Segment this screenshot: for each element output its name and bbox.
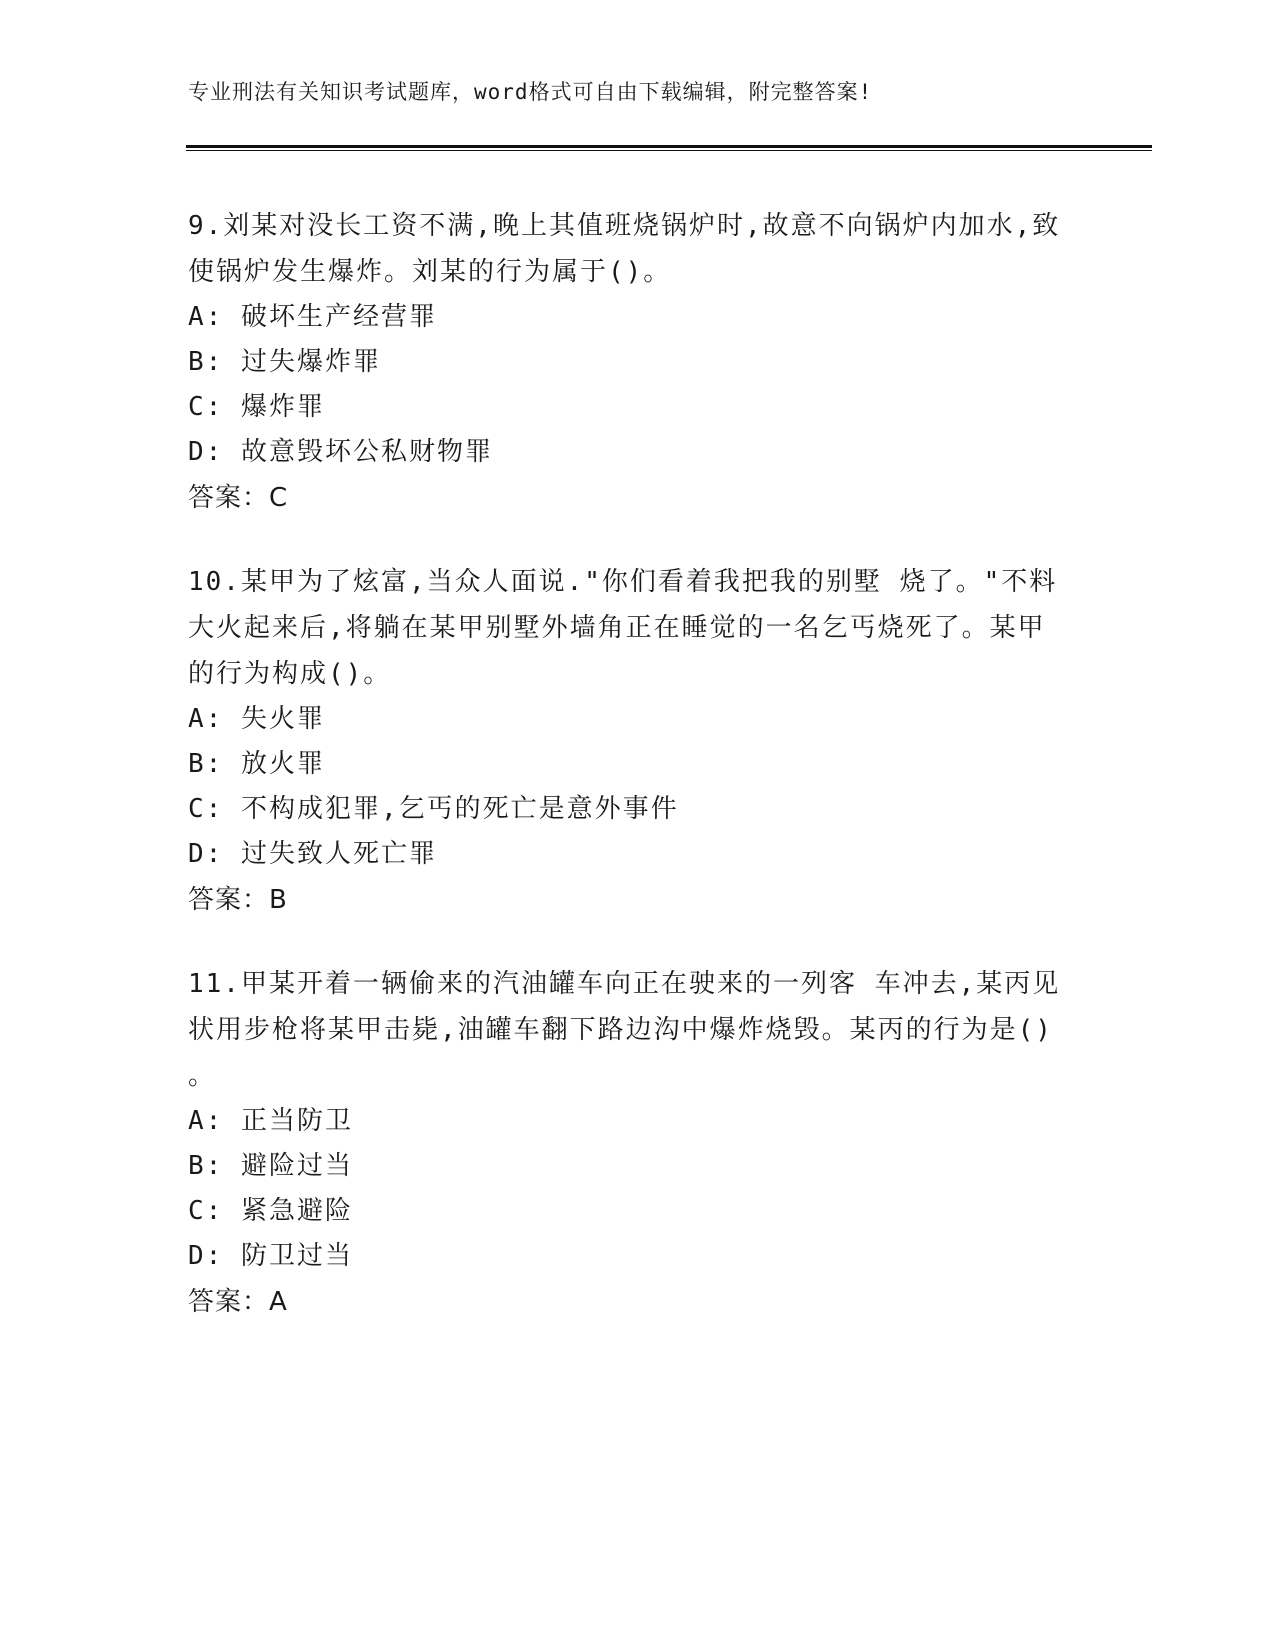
option-a: A: 失火罪 — [188, 704, 325, 734]
stem-line: 大火起来后,将躺在某甲别墅外墙角正在睡觉的一名乞丐烧死了。某甲 — [188, 613, 1046, 643]
option-c: C: 爆炸罪 — [188, 392, 325, 422]
option-b: B: 过失爆炸罪 — [188, 347, 381, 377]
answer: 答案：B — [188, 885, 288, 915]
option-a: A: 破坏生产经营罪 — [188, 302, 437, 332]
question-10 — [188, 559, 1088, 923]
option-d: D: 防卫过当 — [188, 1241, 353, 1271]
answer: 答案：C — [188, 483, 289, 513]
document-header: 专业刑法有关知识考试题库，word格式可自由下载编辑，附完整答案! — [188, 80, 873, 104]
option-d: D: 过失致人死亡罪 — [188, 839, 437, 869]
stem-line: 10.某甲为了炫富,当众人面说."你们看着我把我的别墅 烧了。"不料 — [188, 567, 1058, 597]
option-d: D: 故意毁坏公私财物罪 — [188, 437, 493, 467]
question-stem — [188, 203, 1088, 295]
header-rule-thin — [186, 150, 1152, 151]
question-stem — [188, 961, 1088, 1099]
question-list — [188, 203, 1088, 1363]
question-stem — [188, 559, 1088, 697]
option-b: B: 放火罪 — [188, 749, 325, 779]
option-b: B: 避险过当 — [188, 1151, 353, 1181]
question-11 — [188, 961, 1088, 1325]
stem-line: 使锅炉发生爆炸。刘某的行为属于()。 — [188, 257, 672, 287]
answer: 答案：A — [188, 1287, 288, 1317]
stem-line: 9.刘某对没长工资不满,晚上其值班烧锅炉时,故意不向锅炉内加水,致 — [188, 211, 1061, 241]
option-c: C: 紧急避险 — [188, 1196, 353, 1226]
question-9 — [188, 203, 1088, 521]
option-c: C: 不构成犯罪,乞丐的死亡是意外事件 — [188, 794, 679, 824]
stem-line: 11.甲某开着一辆偷来的汽油罐车向正在驶来的一列客 车冲去,某丙见 — [188, 969, 1061, 999]
stem-line: 状用步枪将某甲击毙,油罐车翻下路边沟中爆炸烧毁。某丙的行为是() — [188, 1015, 1053, 1045]
option-a: A: 正当防卫 — [188, 1106, 353, 1136]
stem-line: 。 — [188, 1061, 217, 1091]
header-rule-thick — [186, 145, 1152, 148]
stem-line: 的行为构成()。 — [188, 659, 392, 689]
